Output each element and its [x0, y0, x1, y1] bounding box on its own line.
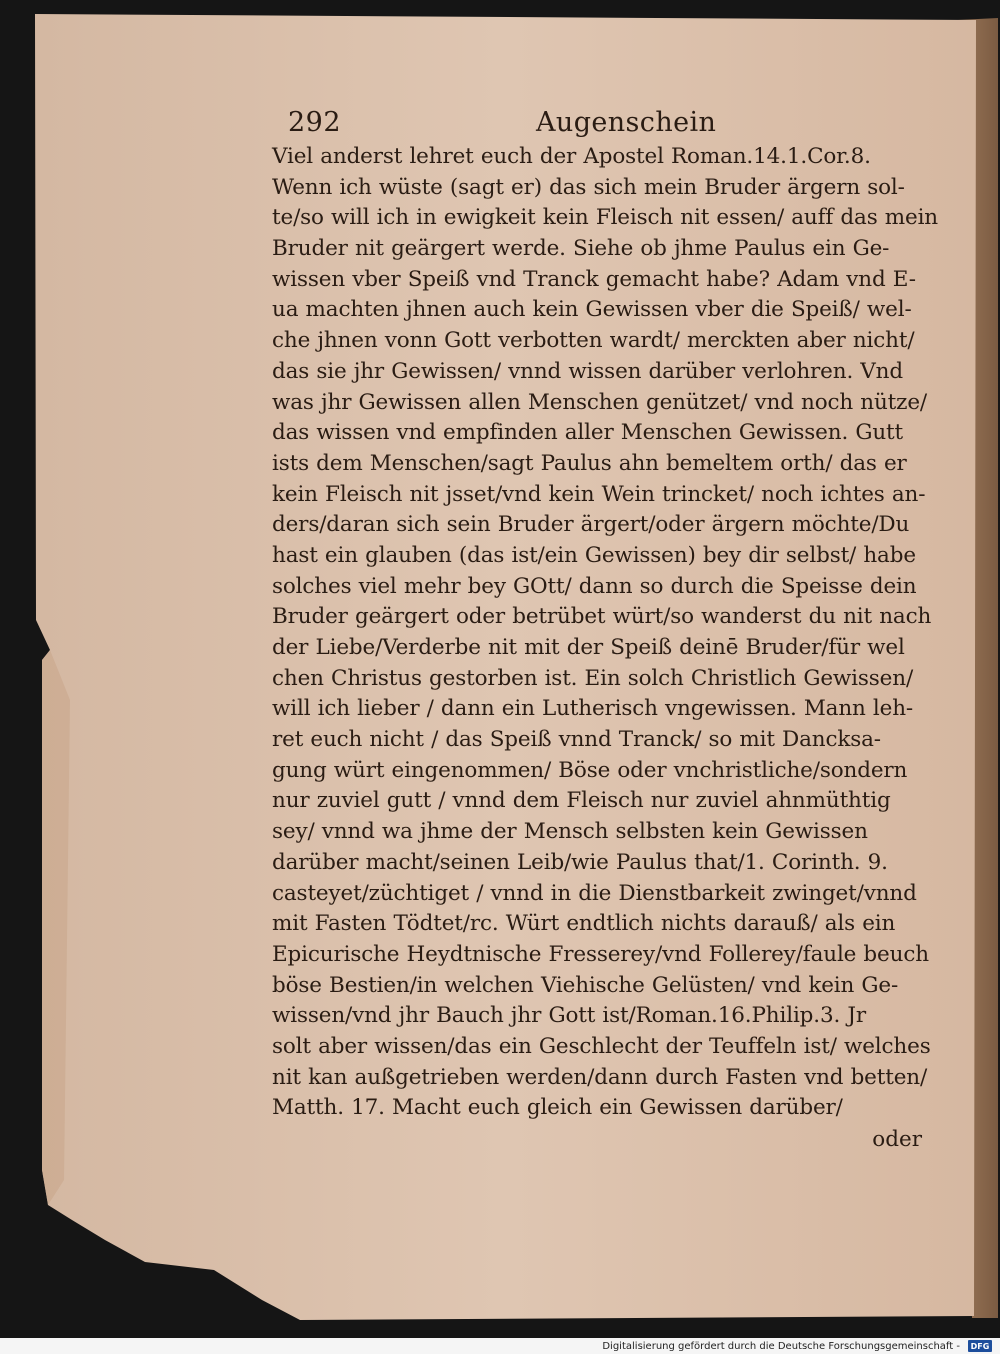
text-line: ua machten jhnen auch kein Gewissen vber die Speiß/ wel-: [272, 297, 912, 323]
catchword-row: [272, 1124, 924, 1156]
text-line: was jhr Gewissen allen Menschen genützet/ vnd noch nütze/: [272, 389, 928, 415]
text-line: gung würt eingenommen/ Böse oder vnchristliche/sondern: [272, 757, 908, 783]
text-line: sey/ vnnd wa jhme der Mensch selbsten kein Gewissen: [272, 819, 868, 845]
text-line: wissen/vnd jhr Bauch jhr Gott ist/Roman.16.Philip.3. Jr: [272, 1003, 866, 1029]
text-line: chen Christus gestorben ist. Ein solch Christlich Gewissen/: [272, 665, 914, 691]
text-line: Viel anderst lehret euch der Apostel Roman.14.1.Cor.8.: [272, 144, 871, 169]
text-line: che jhnen vonn Gott verbotten wardt/ merckten aber nicht/: [272, 328, 915, 354]
running-head-title: Augenschein: [536, 107, 717, 138]
text-line: solches viel mehr bey GOtt/ dann so durch die Speisse dein: [272, 573, 917, 599]
text-line: kein Fleisch nit jsset/vnd kein Wein trincket/ noch ichtes an-: [272, 481, 926, 507]
text-line: ret euch nicht / das Speiß vnnd Tranck/ so mit Dancksa-: [272, 727, 881, 753]
text-line: der Liebe/Verderbe nit mit der Speiß deinē Bruder/für wel: [272, 635, 905, 660]
page-number: 292: [288, 107, 342, 138]
text-line: das wissen vnd empfinden aller Menschen Gewissen. Gutt: [272, 420, 904, 446]
digitization-footer: [0, 1338, 1000, 1354]
catchword: oder: [872, 1127, 922, 1152]
text-line: darüber macht/seinen Leib/wie Paulus that/1. Corinth. 9.: [272, 849, 888, 875]
text-line: ists dem Menschen/sagt Paulus ahn bemeltem orth/ das er: [272, 450, 907, 476]
text-block: [272, 104, 939, 1152]
footer-credit: Digitalisierung gefördert durch die Deutsche Forschungsgemeinschaft -: [602, 1340, 960, 1352]
text-line: nur zuviel gutt / vnnd dem Fleisch nur zuviel ahnmüthtig: [272, 788, 891, 814]
text-line: Matth. 17. Macht euch gleich ein Gewissen darüber/: [272, 1095, 843, 1121]
text-line: wissen vber Speiß vnd Tranck gemacht habe? Adam vnd E-: [272, 266, 916, 292]
text-line: hast ein glauben (das ist/ein Gewissen) bey dir selbst/ habe: [272, 542, 916, 568]
text-line: böse Bestien/in welchen Viehische Gelüsten/ vnd kein Ge-: [272, 972, 899, 998]
text-line: ders/daran sich sein Bruder ärgert/oder ärgern möchte/Du: [272, 512, 910, 538]
text-line: solt aber wissen/das ein Geschlecht der Teuffeln ist/ welches: [272, 1033, 931, 1059]
text-line: Bruder nit geärgert werde. Siehe ob jhme Paulus ein Ge-: [272, 236, 890, 262]
text-line: das sie jhr Gewissen/ vnnd wissen darüber verlohren. Vnd: [272, 358, 903, 384]
text-line: will ich lieber / dann ein Lutherisch vngewissen. Mann leh-: [272, 696, 914, 722]
text-line: Bruder geärgert oder betrübet würt/so wanderst du nit nach: [272, 604, 932, 630]
running-head: [272, 104, 924, 142]
text-line: te/so will ich in ewigkeit kein Fleisch nit essen/ auff das mein: [272, 205, 939, 231]
text-line: casteyet/züchtiget / vnnd in die Dienstbarkeit zwinget/vnnd: [272, 880, 917, 906]
text-line: mit Fasten Tödtet/rc. Würt endtlich nichts darauß/ als ein: [272, 911, 896, 937]
text-line: Wenn ich wüste (sagt er) das sich mein Bruder ärgern sol-: [272, 174, 905, 200]
text-line: Epicurische Heydtnische Fresserey/vnd Follerey/faule beuch: [272, 941, 929, 967]
text-line: nit kan außgetrieben werden/dann durch Fasten vnd betten/: [272, 1064, 928, 1090]
dfg-logo: DFG: [968, 1340, 992, 1352]
